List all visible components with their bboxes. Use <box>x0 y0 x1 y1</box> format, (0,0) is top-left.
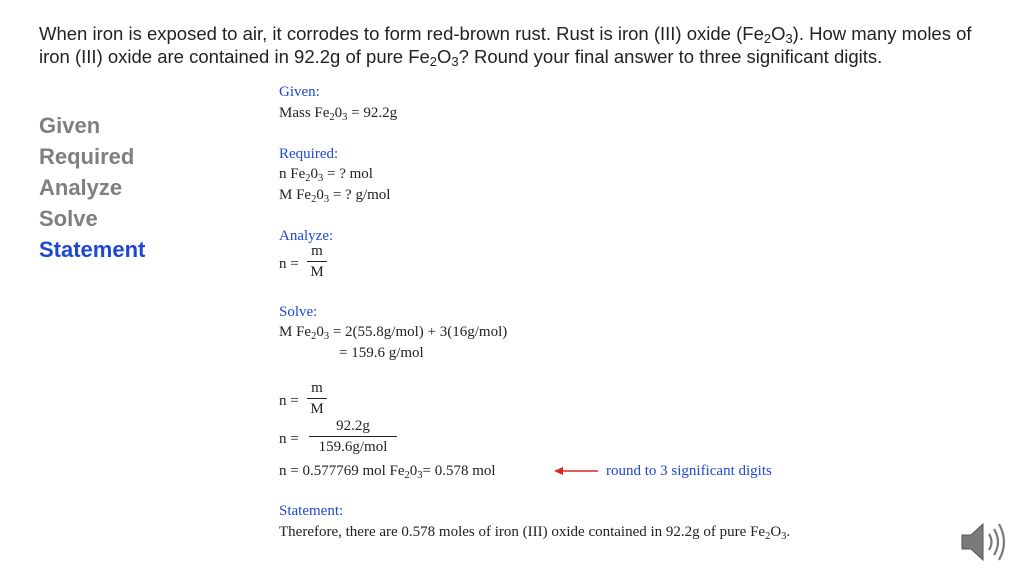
label: 0 <box>316 187 324 203</box>
step-list <box>39 110 145 265</box>
solve-sub-lhs: n = <box>279 431 299 447</box>
subscript: 3 <box>323 331 330 342</box>
subscript: 2 <box>305 173 311 184</box>
step-solve: Solve <box>39 206 98 231</box>
value: = 2(55.8g/mol) + 3(16g/mol) <box>329 324 508 340</box>
label: . <box>786 524 791 540</box>
label: M Fe <box>279 187 312 203</box>
analyze-fraction <box>307 243 327 281</box>
question-part: When iron is exposed to air, it corrodes to form red-brown rust. Rust is iron (III) oxide (Fe <box>39 23 764 44</box>
value: = 0.578 mol <box>422 463 496 479</box>
label: 0 <box>409 463 418 479</box>
label: M Fe <box>279 324 312 340</box>
fraction-numerator: 92.2g <box>309 418 397 437</box>
given-mass <box>279 105 397 122</box>
value: = 92.2g <box>347 105 398 121</box>
subscript: 3 <box>451 54 459 69</box>
solve-formula-lhs: n = <box>279 393 299 409</box>
statement-text <box>279 524 790 541</box>
fraction-numerator: m <box>307 380 327 399</box>
label: Therefore, there are 0.578 moles of iron (III) oxide contained in 92.2g of pure Fe <box>279 524 766 540</box>
subscript: 3 <box>318 173 324 184</box>
label: 0 <box>316 324 324 340</box>
step-analyze: Analyze <box>39 175 123 200</box>
statement-heading: Statement: <box>279 503 344 519</box>
question-part: ? Round your final answer to three significant digits. <box>458 46 883 67</box>
question-text <box>39 22 999 68</box>
question-part: ). How many moles of iron (III) oxide are contained in 92.2g of pure Fe <box>39 23 972 67</box>
subscript: 3 <box>323 194 330 205</box>
subscript: 3 <box>781 531 787 542</box>
speaker-icon[interactable] <box>958 516 1010 568</box>
fraction-denominator: 159.6g/mol <box>318 439 388 455</box>
required-heading: Required: <box>279 146 339 162</box>
subscript: 3 <box>342 112 348 123</box>
step-statement: Statement <box>39 237 146 262</box>
solve-result <box>279 463 496 480</box>
step-required: Required <box>39 144 135 169</box>
label: Mass Fe <box>279 105 330 121</box>
analyze-lhs: n = <box>279 256 299 272</box>
question-part: O <box>771 23 786 44</box>
required-moles <box>279 166 373 183</box>
value: = ? g/mol <box>329 187 391 203</box>
question-part: O <box>437 46 452 67</box>
solve-heading: Solve: <box>279 304 318 320</box>
solve-formula-fraction <box>307 380 327 418</box>
given-heading: Given: <box>279 84 320 100</box>
fraction-denominator: M <box>310 264 324 280</box>
subscript: 3 <box>417 470 423 481</box>
rounding-note: round to 3 significant digits <box>606 463 772 479</box>
subscript: 2 <box>329 112 335 123</box>
label: n Fe <box>279 166 306 182</box>
value: = ? mol <box>323 166 373 182</box>
subscript: 2 <box>404 470 410 481</box>
fraction-denominator: M <box>310 401 324 417</box>
subscript: 3 <box>785 31 793 46</box>
solve-molar-result: = 159.6 g/mol <box>339 345 424 361</box>
subscript: 2 <box>429 54 437 69</box>
solve-sub-fraction <box>309 418 397 456</box>
label: n = 0.577769 mol Fe <box>279 463 405 479</box>
analyze-heading: Analyze: <box>279 228 334 244</box>
label: O <box>770 524 782 540</box>
arrow-left-icon <box>553 463 599 479</box>
subscript: 2 <box>763 31 772 46</box>
subscript: 2 <box>311 331 317 342</box>
required-molar-mass <box>279 187 390 204</box>
subscript: 2 <box>311 194 317 205</box>
solve-molar-expr <box>279 324 507 341</box>
subscript: 2 <box>765 531 771 542</box>
fraction-numerator: m <box>307 243 327 262</box>
label: 0 <box>334 105 343 121</box>
label: 0 <box>310 166 318 182</box>
step-given: Given <box>39 113 101 138</box>
